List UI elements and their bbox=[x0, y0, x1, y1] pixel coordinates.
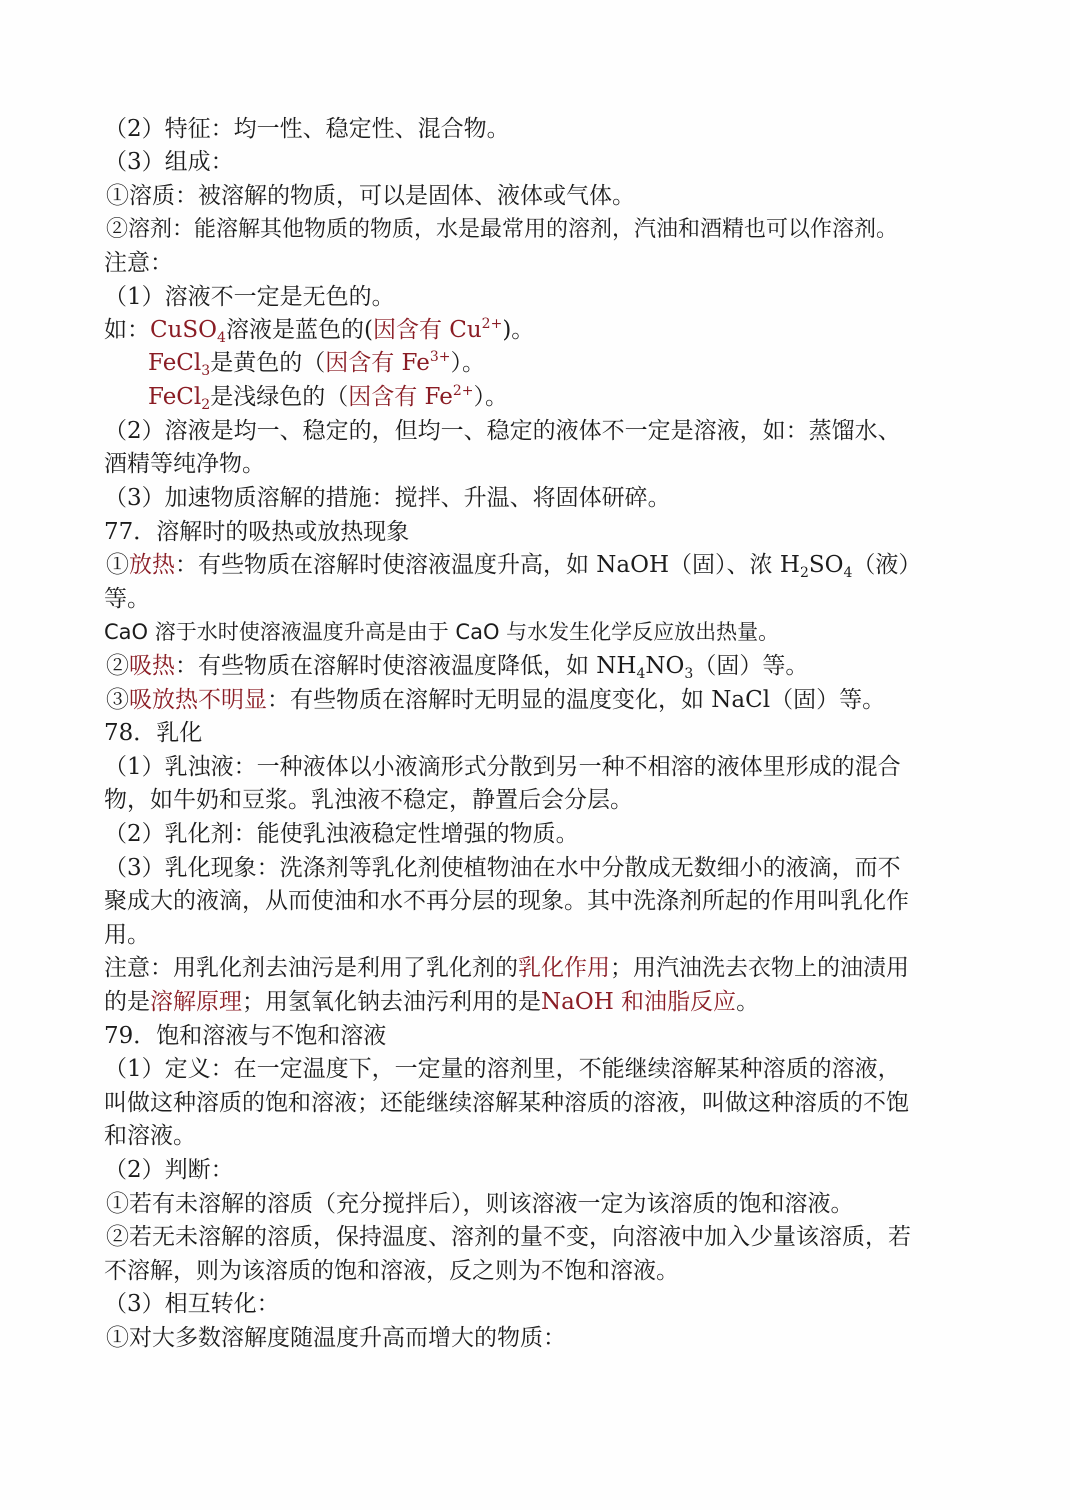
text-emulsion-2: 物，如牛奶和豆浆。乳浊液不稳定，静置后会分层。 bbox=[104, 787, 633, 813]
subscript: 4 bbox=[217, 330, 226, 346]
subscript: 2 bbox=[799, 565, 809, 581]
note-emulsify-line-2 bbox=[0, 986, 1070, 1019]
text-paren-close: ）。 bbox=[450, 350, 485, 376]
subscript: 3 bbox=[201, 363, 211, 379]
subscript: 2 bbox=[201, 397, 211, 413]
emulsify-line-3 bbox=[0, 919, 1070, 952]
emulsion-line-1 bbox=[0, 751, 1070, 784]
text-colorless: （1）溶液不一定是无色的。 bbox=[104, 284, 395, 310]
endothermic-line bbox=[0, 650, 1070, 683]
text-stable: （2）溶液是均一、稳定的，但均一、稳定的液体不一定是溶液，如：蒸馏水、 bbox=[104, 418, 901, 444]
speedup-line bbox=[0, 482, 1070, 515]
superscript: 3+ bbox=[429, 349, 451, 365]
text-fe3-ion: 因含有 Fe bbox=[325, 350, 430, 376]
term-endothermic: 吸热 bbox=[129, 653, 175, 679]
emulsify-line-1 bbox=[0, 852, 1070, 885]
pure-line bbox=[0, 448, 1070, 481]
marker: ① bbox=[106, 552, 129, 578]
text-judge-1: ①若有未溶解的溶质（充分搅拌后），则该溶液一定为该溶质的饱和溶液。 bbox=[106, 1191, 854, 1217]
fecl2-line bbox=[0, 381, 1070, 414]
text-fe2-ion: 因含有 Fe bbox=[348, 384, 453, 410]
section-title-77: 77．溶解时的吸热或放热现象 bbox=[104, 519, 410, 545]
text-emulsion-1: （1）乳浊液：一种液体以小液滴形式分散到另一种不相溶的液体里形成的混合 bbox=[104, 754, 901, 780]
term-exothermic: 放热 bbox=[129, 552, 175, 578]
text-lightgreen: 是浅绿色的（ bbox=[210, 384, 349, 410]
emulsion-line-2 bbox=[0, 784, 1070, 817]
text-blue: 溶液是蓝色的 bbox=[225, 317, 364, 343]
text-period: 。 bbox=[736, 989, 760, 1015]
superscript: 2+ bbox=[452, 383, 474, 399]
formula-cuso4: CuSO bbox=[150, 317, 218, 343]
marker: ③ bbox=[106, 687, 129, 713]
term-neutral: 吸放热不明显 bbox=[129, 687, 267, 713]
text-cao: CaO 溶于水时使溶液温度升高是由于 CaO 与水发生化学反应放出热量。 bbox=[104, 620, 780, 644]
text-emulsify-3: 用。 bbox=[104, 922, 150, 948]
text-note-a: 注意：用乳化剂去油污是利用了乳化剂的 bbox=[104, 955, 518, 981]
text-etc: 等。 bbox=[104, 586, 150, 612]
definition-line-2 bbox=[0, 1087, 1070, 1120]
text-paren-close: ）。 bbox=[473, 384, 508, 410]
cao-line bbox=[0, 616, 1070, 649]
section-title-79: 79．饱和溶液与不饱和溶液 bbox=[104, 1023, 387, 1049]
text-definition-1: （1）定义：在一定温度下，一定量的溶剂里，不能继续溶解某种溶质的溶液， bbox=[104, 1056, 901, 1082]
emulsify-line-2 bbox=[0, 885, 1070, 918]
subscript: 4 bbox=[636, 666, 646, 682]
text-example-prefix: 如： bbox=[104, 317, 150, 343]
text-note-b: ；用汽油洗去衣物上的油渍用 bbox=[610, 955, 909, 981]
text-liquid: （液） bbox=[852, 552, 922, 578]
subscript: 3 bbox=[684, 666, 694, 682]
text-feature: （2）特征：均一性、稳定性、混合物。 bbox=[104, 116, 510, 142]
text-judge: （2）判断： bbox=[104, 1157, 234, 1183]
text-composition: （3）组成： bbox=[104, 149, 234, 175]
heading-79 bbox=[0, 1020, 1070, 1053]
judge-line-2 bbox=[0, 1221, 1070, 1254]
text-note: 注意： bbox=[104, 250, 173, 276]
emulsifier-line bbox=[0, 818, 1070, 851]
text-note-d: ；用氢氧化钠去油污利用的是 bbox=[242, 989, 541, 1015]
text-emulsify-2: 聚成大的液滴，从而使油和水不再分层的现象。其中洗涤剂所起的作用叫乳化作 bbox=[104, 888, 909, 914]
heading-77 bbox=[0, 516, 1070, 549]
text-endothermic: ：有些物质在溶解时使溶液温度降低，如 NH bbox=[175, 653, 637, 679]
text-paren-close: )。 bbox=[502, 317, 535, 343]
definition-line-3 bbox=[0, 1120, 1070, 1153]
composition-heading bbox=[0, 146, 1070, 179]
text-exothermic: ：有些物质在溶解时使溶液温度升高，如 NaOH（固）、浓 H bbox=[175, 552, 800, 578]
text-speedup: （3）加速物质溶解的措施：搅拌、升温、将固体研碎。 bbox=[104, 485, 671, 511]
section-title-78: 78．乳化 bbox=[104, 720, 203, 746]
text-emulsifier: （2）乳化剂：能使乳浊液稳定性增强的物质。 bbox=[104, 821, 579, 847]
superscript: 2+ bbox=[481, 316, 503, 332]
formula-fecl3: FeCl bbox=[148, 350, 202, 376]
note-heading bbox=[0, 247, 1070, 280]
conversion-heading bbox=[0, 1288, 1070, 1321]
text-conversion: （3）相互转化： bbox=[104, 1291, 280, 1317]
text-neutral: ：有些物质在溶解时无明显的温度变化，如 NaCl（固）等。 bbox=[267, 687, 886, 713]
text-cu-ion: 因含有 Cu bbox=[372, 317, 482, 343]
text-solute: ①溶质：被溶解的物质，可以是固体、液体或气体。 bbox=[106, 183, 635, 209]
term-naoh-reaction: NaOH 和油脂反应 bbox=[541, 989, 737, 1015]
text-emulsify-1: （3）乳化现象：洗涤剂等乳化剂使植物油在水中分散成无数细小的液滴，而不 bbox=[104, 855, 901, 881]
heading-78 bbox=[0, 717, 1070, 750]
text-paren: ( bbox=[363, 317, 373, 343]
text-pure: 酒精等纯净物。 bbox=[104, 451, 265, 477]
neutral-line bbox=[0, 684, 1070, 717]
text-judge-2: ②若无未溶解的溶质，保持温度、溶剂的量不变，向溶液中加入少量该溶质，若 bbox=[106, 1224, 911, 1250]
judge-heading bbox=[0, 1154, 1070, 1187]
fecl3-line bbox=[0, 347, 1070, 380]
definition-line-1 bbox=[0, 1053, 1070, 1086]
judge-line-3 bbox=[0, 1255, 1070, 1288]
solvent-line bbox=[0, 213, 1070, 246]
text-so: SO bbox=[808, 552, 844, 578]
text-definition-3: 和溶液。 bbox=[104, 1123, 196, 1149]
text-definition-2: 叫做这种溶质的饱和溶液；还能继续溶解某种溶质的溶液，叫做这种溶质的不饱 bbox=[104, 1090, 909, 1116]
text-conversion-1: ①对大多数溶解度随温度升高而增大的物质： bbox=[106, 1325, 566, 1351]
feature-line bbox=[0, 113, 1070, 146]
colorless-line bbox=[0, 281, 1070, 314]
solute-line bbox=[0, 180, 1070, 213]
text-solvent: ②溶剂：能溶解其他物质的物质，水是最常用的溶剂，汽油和酒精也可以作溶剂。 bbox=[106, 217, 899, 242]
term-emulsification: 乳化作用 bbox=[518, 955, 610, 981]
text-solid: （固）等。 bbox=[693, 653, 809, 679]
exothermic-line bbox=[0, 549, 1070, 582]
term-dissolution: 溶解原理 bbox=[150, 989, 242, 1015]
judge-line-1 bbox=[0, 1188, 1070, 1221]
subscript: 4 bbox=[843, 565, 853, 581]
formula-fecl2: FeCl bbox=[148, 384, 202, 410]
marker: ② bbox=[106, 653, 129, 679]
text-no: NO bbox=[645, 653, 685, 679]
etc-line bbox=[0, 583, 1070, 616]
text-judge-3: 不溶解，则为该溶质的饱和溶液，反之则为不饱和溶液。 bbox=[104, 1258, 679, 1284]
note-emulsify-line-1 bbox=[0, 952, 1070, 985]
conversion-line-1 bbox=[0, 1322, 1070, 1355]
stable-line bbox=[0, 415, 1070, 448]
text-yellow: 是黄色的（ bbox=[210, 350, 326, 376]
cuso4-line bbox=[0, 314, 1070, 347]
text-note-c: 的是 bbox=[104, 989, 150, 1015]
